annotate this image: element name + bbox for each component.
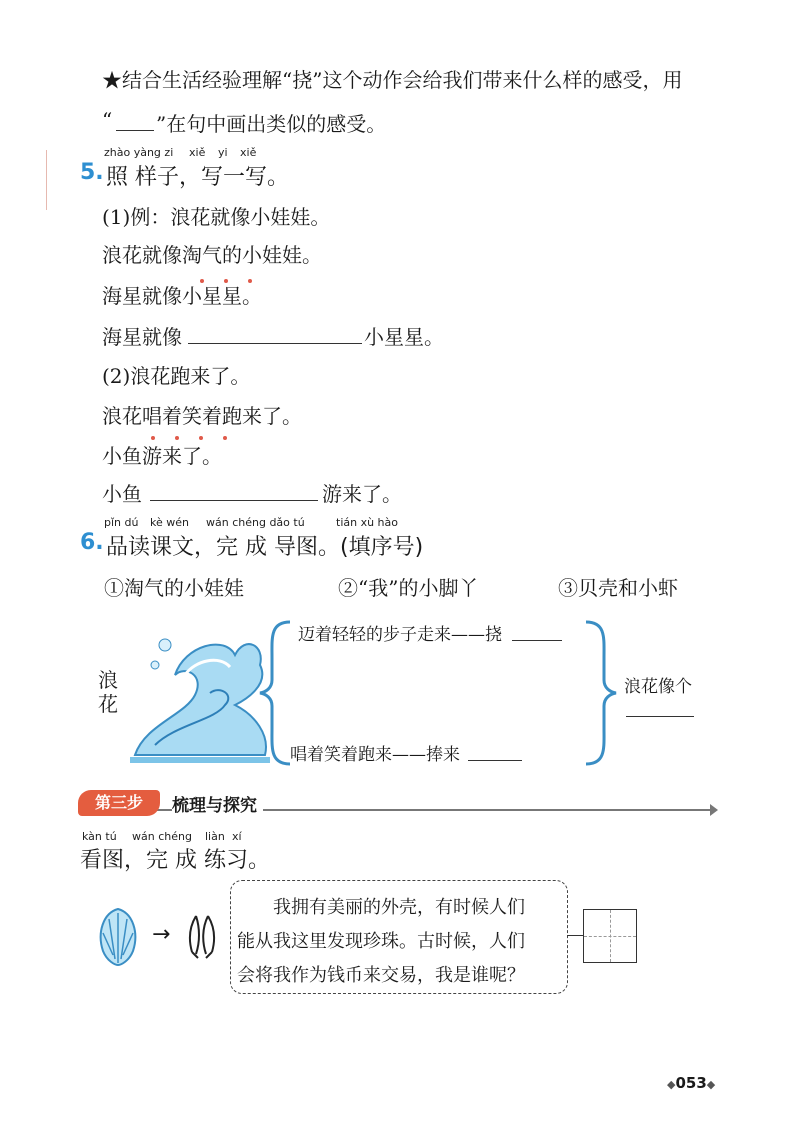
practice-arrow: →	[152, 922, 171, 947]
page-number-left-ornament: ◆	[667, 1078, 676, 1091]
q5-part2-prompt: 小鱼游来了。	[102, 444, 222, 468]
riddle-connector	[567, 935, 583, 936]
margin-mark	[46, 150, 47, 210]
pinyin-kewen: kè wén	[150, 516, 189, 529]
q5-part1-prompt: 海星就像小星星。	[102, 284, 262, 308]
step3-arrow-tip	[710, 804, 718, 816]
q5-part2-blank[interactable]	[150, 500, 318, 501]
q5-part1-label: (1)例：浪花就像小娃娃。	[102, 205, 331, 229]
q6-subject: 浪花	[98, 668, 118, 716]
left-brace	[258, 618, 294, 768]
page-number	[667, 1074, 715, 1092]
intro-blank[interactable]	[116, 130, 154, 131]
wave-illustration	[125, 605, 275, 765]
step3-title: 梳理与探究	[172, 791, 263, 816]
intro-line-2-prefix: “	[102, 108, 113, 132]
pinyin-lian: liàn	[205, 830, 225, 843]
shell-icon	[95, 905, 141, 969]
q6-number: 6.	[80, 530, 104, 555]
step3-badge: 第三步	[78, 790, 160, 816]
page-number-value: 053	[675, 1074, 707, 1092]
pinyin-kantu: kàn tú	[82, 830, 117, 843]
q5-part2-fill-prefix: 小鱼	[102, 482, 142, 506]
pinyin-pindu: pǐn dú	[104, 516, 139, 529]
right-brace	[582, 618, 618, 768]
riddle-line-1: 我拥有美丽的外壳，有时候人们	[273, 897, 525, 918]
ancient-glyph	[186, 912, 218, 960]
q6-branch-bottom-blank[interactable]	[468, 760, 522, 761]
q5-part1-fill-suffix: 小星星。	[364, 325, 444, 349]
pinyin-wancheng: wán chéng	[132, 830, 192, 843]
q6-option-1: ①淘气的小娃娃	[104, 576, 244, 600]
riddle-box	[230, 880, 568, 994]
practice-title: 看图，完 成 练习。	[80, 848, 270, 873]
q5-part1-example: 浪花就像淘气的小娃娃。	[102, 243, 322, 267]
intro-line-1: ★结合生活经验理解“挠”这个动作会给我们带来什么样的感受，用	[102, 68, 683, 92]
pinyin-xi: xí	[232, 830, 242, 843]
q6-conclusion-blank[interactable]	[626, 716, 694, 717]
q6-conclusion: 浪花像个	[624, 677, 692, 697]
pinyin-zhaoyangzi: zhào yàng zi	[104, 146, 174, 159]
q5-part2-example: 浪花唱着笑着跑来了。	[102, 404, 302, 428]
pinyin-xie2: xiě	[240, 146, 257, 159]
q6-option-3: ③贝壳和小虾	[558, 576, 678, 600]
pinyin-yi: yi	[218, 146, 228, 159]
q6-title: 品读课文，完 成 导图。(填序号)	[106, 535, 424, 560]
q5-part1-fill-prefix: 海星就像	[102, 325, 182, 349]
q6-option-2: ②“我”的小脚丫	[338, 576, 479, 600]
pinyin-wanchengdaotu: wán chéng dǎo tú	[206, 516, 305, 529]
q5-title: 照 样子，写一写。	[106, 165, 289, 190]
q5-part2-label: (2)浪花跑来了。	[102, 364, 251, 388]
answer-grid[interactable]	[583, 909, 637, 963]
pinyin-xie1: xiě	[189, 146, 206, 159]
q6-branch-bottom: 唱着笑着跑来——捧来	[290, 745, 460, 765]
q5-part1-blank[interactable]	[188, 343, 362, 344]
pinyin-tianxuhao: tián xù hào	[336, 516, 398, 529]
q5-part2-fill-suffix: 游来了。	[322, 482, 402, 506]
q5-number: 5.	[80, 160, 104, 185]
page-number-right-ornament: ◆	[706, 1078, 716, 1091]
riddle-line-3: 会将我作为钱币来交易，我是谁呢？	[237, 965, 525, 986]
q6-branch-top-blank[interactable]	[512, 640, 562, 641]
q6-branch-top: 迈着轻轻的步子走来——挠	[298, 625, 502, 645]
riddle-line-2: 能从我这里发现珍珠。古时候，人们	[237, 931, 525, 952]
intro-line-2-suffix: ”在句中画出类似的感受。	[156, 112, 387, 136]
